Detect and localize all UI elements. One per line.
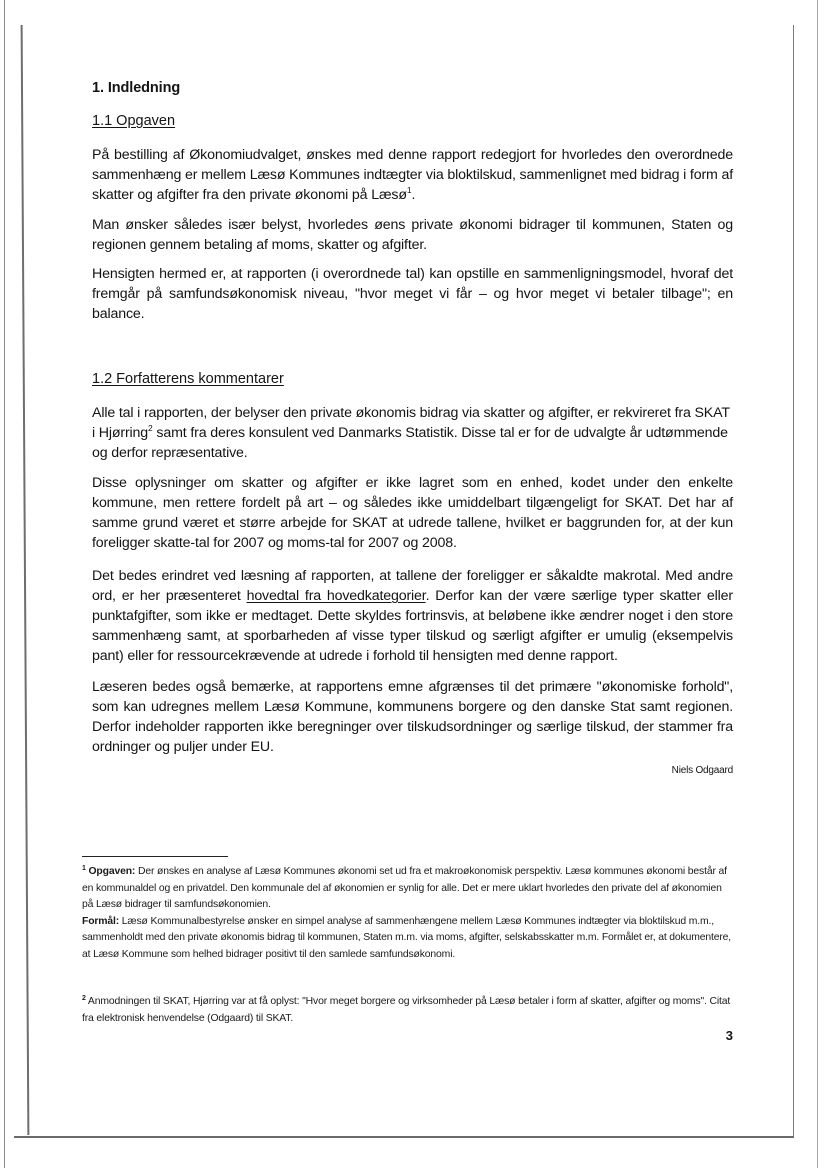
subsection-heading-opgaven: 1.1 Opgaven [92, 113, 176, 129]
page-number: 3 [725, 1028, 733, 1043]
scan-edge-right-outer [817, 0, 818, 1168]
scan-edge-bottom [14, 1136, 794, 1138]
section-title: 1. Indledning [92, 80, 181, 96]
author-signature: Niels Odgaard [671, 765, 733, 776]
scan-edge-left-outer [4, 0, 5, 1168]
underlined-phrase: hovedtal fra hovedkategorier [246, 588, 426, 604]
footnote-ref[interactable]: 2 [148, 423, 153, 433]
footnote-ref[interactable]: 1 [406, 185, 412, 195]
footnote-separator [82, 856, 228, 857]
footnote-label: Opgaven: [88, 866, 136, 877]
paragraph: Læseren bedes også bemærke, at rapportens emne afgrænses til det primære "økonomiske forhold", som kan udregnes mellem Læsø Kommune, kommunens borgere og den danske Stat samt regionen. Derfor indeholder rapporten ikke beregninger over tilskudsordninger og særlige tilskud, der stammer fra ordninger og puljer under EU. [92, 679, 733, 755]
paragraph: På bestilling af Økonomiudvalget, ønskes med denne rapport redegjort for hvorledes den overordnede sammenhæng er mellem Læsø Kommunes indtægter via bloktilskud, sammenlignet med bidrag i form af skatter og afgifter fra den private økonomi på Læsø$^1$. [92, 147, 734, 203]
footnote-label: Formål: [82, 915, 120, 927]
scan-edge-right-inner [793, 25, 794, 1137]
subsection-heading-forfatterens-kommentarer: 1.2 Forfatterens kommentarer [92, 371, 284, 387]
scan-edge-left-inner [21, 25, 30, 1135]
paragraph: Disse oplysninger om skatter og afgifter er ikke lagret som en enhed, kodet under den enkelte kommune, men rettere fordelt på art – og således ikke umiddelbart tilgængeligt for SKAT. Det har af samme grund været et større arbejde for SKAT at udrede tallene, hvilket er baggrunden for, at der kun foreligger skatte-tal for 2007 og moms-tal for 2007 og 2008. [92, 475, 733, 551]
footnote-number: 2 [82, 995, 86, 1002]
footnote-number: 1 [82, 865, 86, 872]
footnote-2: $^2$ Anmodningen til SKAT, Hjørring var at få oplyst: "Hvor meget borgere og virksomheder på Læsø betaler i form af skatter, afgifter og moms". Citat fra elektronisk henvendelse (Odgaard) til SKAT. [82, 995, 731, 1024]
paragraph: Man ønsker således især belyst, hvorledes øens private økonomi bidrager til kommunen, Staten og regionen gennem betaling af moms, skatter og afgifter. [92, 217, 733, 253]
paragraph: Hensigten hermed er, at rapporten (i overordnede tal) kan opstille en sammenligningsmodel, hvoraf det fremgår på samfundsøkonomisk niveau, "hvor meget vi får – og hvor meget vi betaler tilbage"; en balance. [92, 266, 733, 322]
paragraph: Det bedes erindret ved læsning af rapporten, at tallene der foreligger er såkaldte makrotal. Med andre ord, er her præsenteret hovedtal fra hovedkategorier. Derfor kan der være særlige typer skatter eller punktafgifter, som ikke er medtaget. Dette skyldes fortrinsvis, at beløbene ikke ændrer noget i den store sammenhæng samt, at sporbarheden af visse typer tilskud og særligt afgifter er umulig (eksempelvis pant) eller for ressourcekrævende at udrede i forhold til hensigten med denne rapport. [92, 568, 733, 664]
footnote-1: $^1$ Opgaven: Der ønskes en analyse af Læsø Kommunes økonomi set ud fra et makroøkonomisk perspektiv. Læsø kommunes økonomi består af en kommunaldel og en privatdel. Den kommunale del af økonomien er synlig for alle. Det er mere uklart hvorledes den private del af økonomien på Læsø bidrager til samfundsøkonomien. Formål: Læsø Kommunalbestyrelse ønsker en simpel analyse af sammenhængene mellem Læsø Kommunes indtægter via bloktilskud m.m., sammenholdt med den private økonomis bidrag til kommunen, Staten m.m. via moms, afgifter, selskabsskatter m.m. Formålet er, at dokumentere, at Læsø Kommune som helhed bidrager positivt til den samlede samfundsøkonomi. [82, 865, 732, 960]
paragraph: Alle tal i rapporten, der belyser den private økonomis bidrag via skatter og afgifter, er rekvireret fra SKAT i Hjørring$^2$ samt fra deres konsulent ved Danmarks Statistik. Disse tal er for de udvalgte år udtømmende og derfor repræsentative. [92, 405, 730, 461]
